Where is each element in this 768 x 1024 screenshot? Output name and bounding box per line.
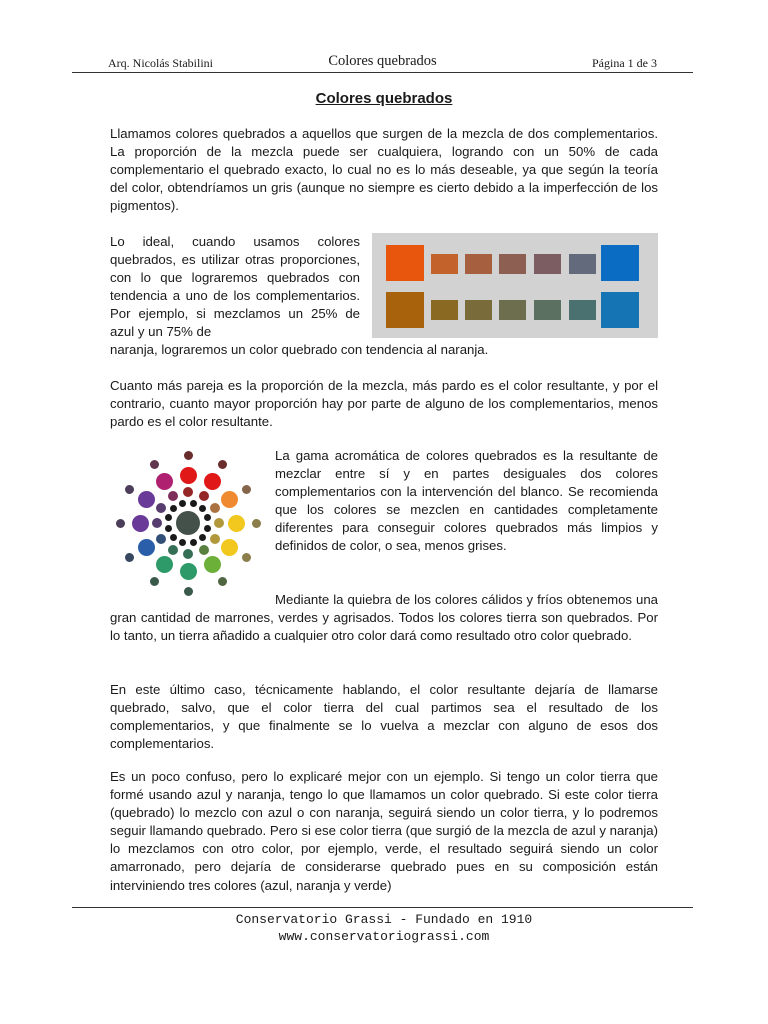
swatch-row2-3 [465, 300, 492, 320]
wheel-dot-main [180, 563, 197, 580]
wheel-dot-center-ring [170, 505, 177, 512]
wheel-dot-inner [168, 545, 178, 555]
wheel-dot-main [221, 491, 238, 508]
swatch-row2-1 [386, 292, 424, 328]
paragraph-1: Llamamos colores quebrados a aquellos que surgen de la mezcla de dos complementarios. La proporción de la mezcla puede ser cualquiera, logrando con un 50% de cada complementario el quebrado exacto, lo cual no es lo más deseable, ya que según la teoría del color, obtendríamos un gris (aunque no siempre es cierto debido a la imperfección de los pigmentos). [110, 126, 658, 214]
wheel-dot-center-ring [165, 514, 172, 521]
footer-line-1: Conservatorio Grassi - Fundado en 1910 [235, 912, 533, 927]
wheel-dot-main [180, 467, 197, 484]
wheel-dot-inner [183, 487, 193, 497]
wheel-dot-outer [125, 485, 134, 494]
paragraph-3: Cuanto más pareja es la proporción de la mezcla, más pardo es el color resultante, y por el contrario, cuanto mayor proporción hay por parte de alguno de los complementarios, menos pardo es el color resultante. [110, 378, 658, 430]
wheel-dot-inner [199, 491, 209, 501]
paragraph-5: Mediante la quiebra de los colores cálidos y fríos obtenemos una gran cantidad de marrones, verdes y agrisados. Todos los colores tierra son quebrados. Por lo tanto, un tierra añadido a cualquier otro color dará como resultado otro color quebrado. [110, 592, 658, 644]
swatch-row1-5 [534, 254, 561, 274]
wheel-dot-inner [210, 503, 220, 513]
swatch-row2-4 [499, 300, 526, 320]
header-title: Colores quebrados [328, 53, 437, 69]
color-wheel-image [110, 447, 266, 597]
paragraph-2-continuation: naranja, lograremos un color quebrado con tendencia al naranja. [110, 342, 489, 357]
wheel-dot-center-ring [199, 505, 206, 512]
wheel-dot-center-ring [190, 539, 197, 546]
swatch-row2-6 [569, 300, 596, 320]
wheel-dot-center-ring [190, 500, 197, 507]
wheel-dot-center-ring [179, 539, 186, 546]
swatch-row1-7 [601, 245, 639, 281]
wheel-dot-outer [218, 460, 227, 469]
wheel-dot-outer [150, 577, 159, 586]
swatch-row1-3 [465, 254, 492, 274]
wheel-dot-inner [156, 534, 166, 544]
wheel-dot-center-ring [199, 534, 206, 541]
header-page-number: Página 1 de 3 [592, 56, 657, 70]
wheel-dot-main [132, 515, 149, 532]
wheel-dot-center-ring [204, 514, 211, 521]
paragraph-2: Lo ideal, cuando usamos colores quebrados, es utilizar otras proporciones, con lo que lograremos quebrados con tendencia a uno de los complementarios. Por ejemplo, si mezclamos un 25% de azul y un 75% de [110, 234, 360, 340]
wheel-dot-inner [199, 545, 209, 555]
swatch-row2-7 [601, 292, 639, 328]
paragraph-6: En este último caso, técnicamente hablando, el color resultante dejaría de llamarse quebrado, salvo, que el color tierra del cual partimos sea el resultado de los complementarios, y que finalmente se lo vuelva a mezclar con alguno de esos dos complementarios. [110, 682, 658, 752]
wheel-dot-center-ring [204, 525, 211, 532]
wheel-dot-outer [218, 577, 227, 586]
wheel-dot-inner [210, 534, 220, 544]
wheel-dot-outer [242, 553, 251, 562]
wheel-dot-main [156, 556, 173, 573]
wheel-dot-main [221, 539, 238, 556]
wheel-dot-outer [116, 519, 125, 528]
wheel-dot-inner [156, 503, 166, 513]
wheel-dot-main [204, 473, 221, 490]
swatch-row1-1 [386, 245, 424, 281]
footer-website: www.conservatoriograssi.com [278, 929, 490, 944]
wheel-dot-center-ring [170, 534, 177, 541]
document-title: Colores quebrados [315, 90, 453, 107]
wheel-dot-outer [252, 519, 261, 528]
wheel-dot-inner [214, 518, 224, 528]
wheel-dot-main [204, 556, 221, 573]
swatch-row1-6 [569, 254, 596, 274]
footer-divider [72, 907, 693, 908]
wheel-dot-inner [152, 518, 162, 528]
wheel-dot-center-ring [165, 525, 172, 532]
wheel-dot-main [228, 515, 245, 532]
swatch-row1-2 [431, 254, 458, 274]
wheel-dot-outer [125, 553, 134, 562]
wheel-dot-center-ring [179, 500, 186, 507]
swatch-row1-4 [499, 254, 526, 274]
wheel-dot-inner [168, 491, 178, 501]
wheel-dot-outer [242, 485, 251, 494]
page-header [72, 52, 693, 73]
paragraph-4: La gama acromática de colores quebrados es la resultante de mezclar entre sí y en partes desiguales dos colores complementarios con la intervención del blanco. Se recomienda que los colores se mezclen en cantidades completamente diferentes para conseguir colores quebrados más limpios y definidos de color, o sea, menos grises. [275, 448, 658, 554]
wheel-dot-main [138, 539, 155, 556]
wheel-dot-main [138, 491, 155, 508]
wheel-dot-outer [184, 451, 193, 460]
swatch-row2-5 [534, 300, 561, 320]
wheel-dot-main [156, 473, 173, 490]
wheel-dot-inner [183, 549, 193, 559]
header-author: Arq. Nicolás Stabilini [108, 56, 213, 70]
color-swatch-image [372, 233, 658, 338]
swatch-row2-2 [431, 300, 458, 320]
wheel-dot-outer [150, 460, 159, 469]
paragraph-7: Es un poco confuso, pero lo explicaré mejor con un ejemplo. Si tengo un color tierra que formé usando azul y naranja, tengo lo que llamamos un color quebrado. Si este color tierra (quebrado) lo mezclo con azul o con naranja, seguirá siendo un color tierra, y lo podremos seguir llamando quebrado. Pero si ese color tierra (que surgió de la mezcla de azul y naranja) lo mezclamos con otro color, por ejemplo, verde, el resultado seguirá siendo un color amarronado, pero dejaría de considerarse quebrado pues en su composición están interviniendo tres colores (azul, naranja y verde) [110, 769, 658, 893]
wheel-dot-center [176, 511, 200, 535]
